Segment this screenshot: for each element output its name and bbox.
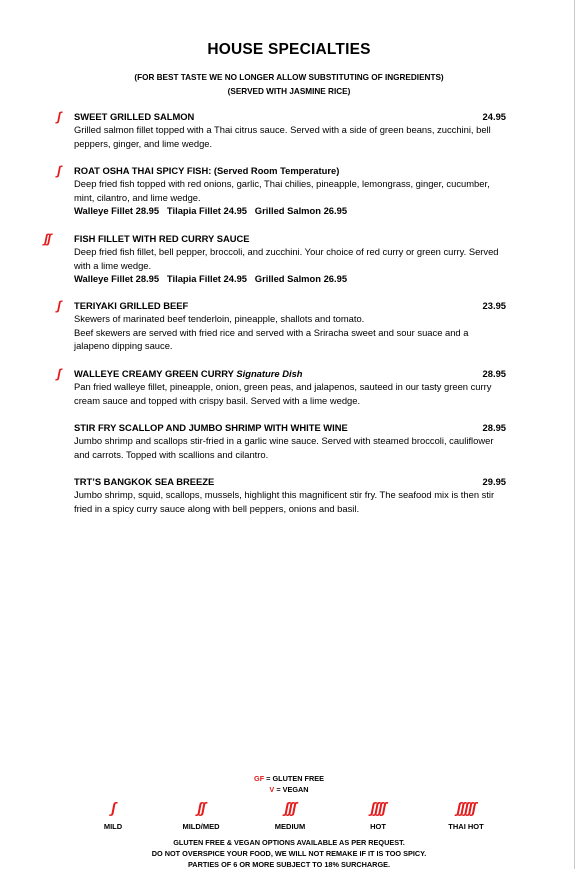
menu-item-name-text: WALLEYE CREAMY GREEN CURRY bbox=[74, 368, 234, 379]
gluten-free-text: = GLUTEN FREE bbox=[264, 774, 324, 783]
chili-pepper-icon: ʃʃ bbox=[44, 231, 51, 246]
menu-item-name: SWEET GRILLED SALMON bbox=[74, 111, 195, 122]
rice-note: (SERVED WITH JASMINE RICE) bbox=[227, 87, 351, 96]
menu-item-price: 29.95 bbox=[482, 476, 506, 487]
menu-item-header bbox=[74, 299, 506, 312]
menu-item-name: STIR FRY SCALLOP AND JUMBO SHRIMP WITH WHITE WINE bbox=[74, 422, 348, 433]
menu-item-name: ROAT OSHA THAI SPICY FISH: (Served Room Temperature) bbox=[74, 165, 340, 176]
vegan-text: = VEGAN bbox=[274, 785, 309, 794]
heat-level-hot bbox=[338, 800, 418, 831]
substitution-note: (FOR BEST TASTE WE NO LONGER ALLOW SUBSTITUTING OF INGREDIENTS) bbox=[134, 73, 444, 82]
heat-label: THAI HOT bbox=[448, 822, 484, 831]
heat-level-mild bbox=[73, 800, 153, 831]
heat-label: MEDIUM bbox=[274, 822, 306, 831]
gluten-free-legend bbox=[0, 774, 578, 783]
menu-item-price: 24.95 bbox=[482, 111, 506, 122]
menu-item bbox=[74, 421, 506, 461]
menu-item-price: 28.95 bbox=[482, 422, 506, 433]
heat-label: MILD bbox=[103, 822, 123, 831]
chili-pepper-icon: ʃ bbox=[57, 163, 61, 178]
menu-item-price: 28.95 bbox=[482, 368, 506, 379]
vegan-code: V bbox=[269, 785, 275, 794]
footer-spice-note: DO NOT OVERSPICE YOUR FOOD, WE WILL NOT REMAKE IF IT IS TOO SPICY. bbox=[151, 849, 427, 858]
menu-item-options: Walleye Fillet 28.95 Tilapia Fillet 24.95 Grilled Salmon 26.95 bbox=[74, 205, 348, 217]
menu-item-name: TERIYAKI GRILLED BEEF bbox=[74, 300, 189, 311]
menu-item-header bbox=[74, 475, 506, 488]
menu-item-header bbox=[74, 421, 506, 434]
chili-pepper-icon: ʃ bbox=[57, 298, 61, 313]
menu-item bbox=[74, 475, 506, 515]
chili-pepper-icon: ʃʃ bbox=[197, 800, 205, 817]
chili-pepper-icon: ʃʃʃʃ bbox=[370, 800, 386, 817]
menu-item-options: Walleye Fillet 28.95 Tilapia Fillet 24.95 Grilled Salmon 26.95 bbox=[74, 273, 348, 285]
menu-item-description: Jumbo shrimp, squid, scallops, mussels, highlight this magnificent stir fry. The seafood mix is then stir fried in a spicy curry sauce along with bell peppers, onions and basil. bbox=[74, 489, 495, 514]
menu-item-header bbox=[74, 367, 506, 380]
menu-item-price: 23.95 bbox=[482, 300, 506, 311]
menu-item-name: TRT’S BANGKOK SEA BREEZE bbox=[74, 476, 215, 487]
chili-pepper-icon: ʃ bbox=[111, 800, 115, 817]
chili-pepper-icon: ʃʃʃ bbox=[284, 800, 296, 817]
menu-item-description: Jumbo shrimp and scallops stir-fried in a garlic wine sauce. Served with steamed broccoli, cauliflower and carrots. Topped with scallions and cilantro. bbox=[74, 435, 494, 460]
signature-dish-tag: Signature Dish bbox=[236, 368, 303, 379]
menu-item bbox=[74, 299, 506, 353]
menu-item-description: Deep fried fish fillet, bell pepper, broccoli, and zucchini. Your choice of red curry or green curry. Served with a lime wedge. bbox=[74, 246, 499, 271]
chili-pepper-icon: ʃ bbox=[57, 366, 61, 381]
gluten-free-code: GF bbox=[254, 774, 265, 783]
menu-item-description: Deep fried fish topped with red onions, garlic, Thai chilies, pineapple, lemongrass, ginger, cucumber, mint, cilantro, and lime wedge. bbox=[74, 178, 490, 203]
menu-item-description: Skewers of marinated beef tenderloin, pineapple, shallots and tomato. bbox=[74, 313, 365, 325]
menu-item-description: Grilled salmon fillet topped with a Thai citrus sauce. Served with a side of green beans, zucchini, bell peppers, ginger, and lime wedge. bbox=[74, 124, 491, 149]
menu-item bbox=[74, 110, 506, 150]
menu-item-name: FISH FILLET WITH RED CURRY SAUCE bbox=[74, 233, 250, 244]
menu-item bbox=[74, 367, 506, 407]
heat-label: HOT bbox=[370, 822, 386, 831]
page-title: HOUSE SPECIALTIES bbox=[207, 41, 371, 58]
chili-pepper-icon: ʃ bbox=[57, 109, 61, 124]
heat-level-thai-hot bbox=[426, 800, 506, 831]
footer-surcharge-note: PARTIES OF 6 OR MORE SUBJECT TO 18% SURCHARGE. bbox=[187, 860, 391, 869]
chili-pepper-icon: ʃʃʃʃʃ bbox=[456, 800, 476, 817]
heat-level-medium bbox=[250, 800, 330, 831]
menu-item-description-extra: Beef skewers are served with fried rice and served with a Sriracha sweet and sour suace and a jalapeno dipping sauce. bbox=[74, 326, 469, 352]
heat-level-mild-med bbox=[161, 800, 241, 831]
menu-item-header bbox=[74, 232, 506, 245]
menu-item-header bbox=[74, 164, 506, 177]
footer-options-note: GLUTEN FREE & VEGAN OPTIONS AVAILABLE AS PER REQUEST. bbox=[173, 838, 405, 847]
menu-item bbox=[74, 232, 506, 286]
vegan-legend bbox=[0, 785, 578, 794]
menu-item-header bbox=[74, 110, 506, 123]
heat-label: MILD/MED bbox=[182, 822, 220, 831]
menu-item bbox=[74, 164, 506, 218]
menu-item-name bbox=[74, 367, 303, 380]
menu-item-description: Pan fried walleye fillet, pineapple, onion, green peas, and jalapenos, sauteed in our tasty green curry cream sauce and topped with crispy basil. Served with a lime wedge. bbox=[74, 381, 492, 406]
